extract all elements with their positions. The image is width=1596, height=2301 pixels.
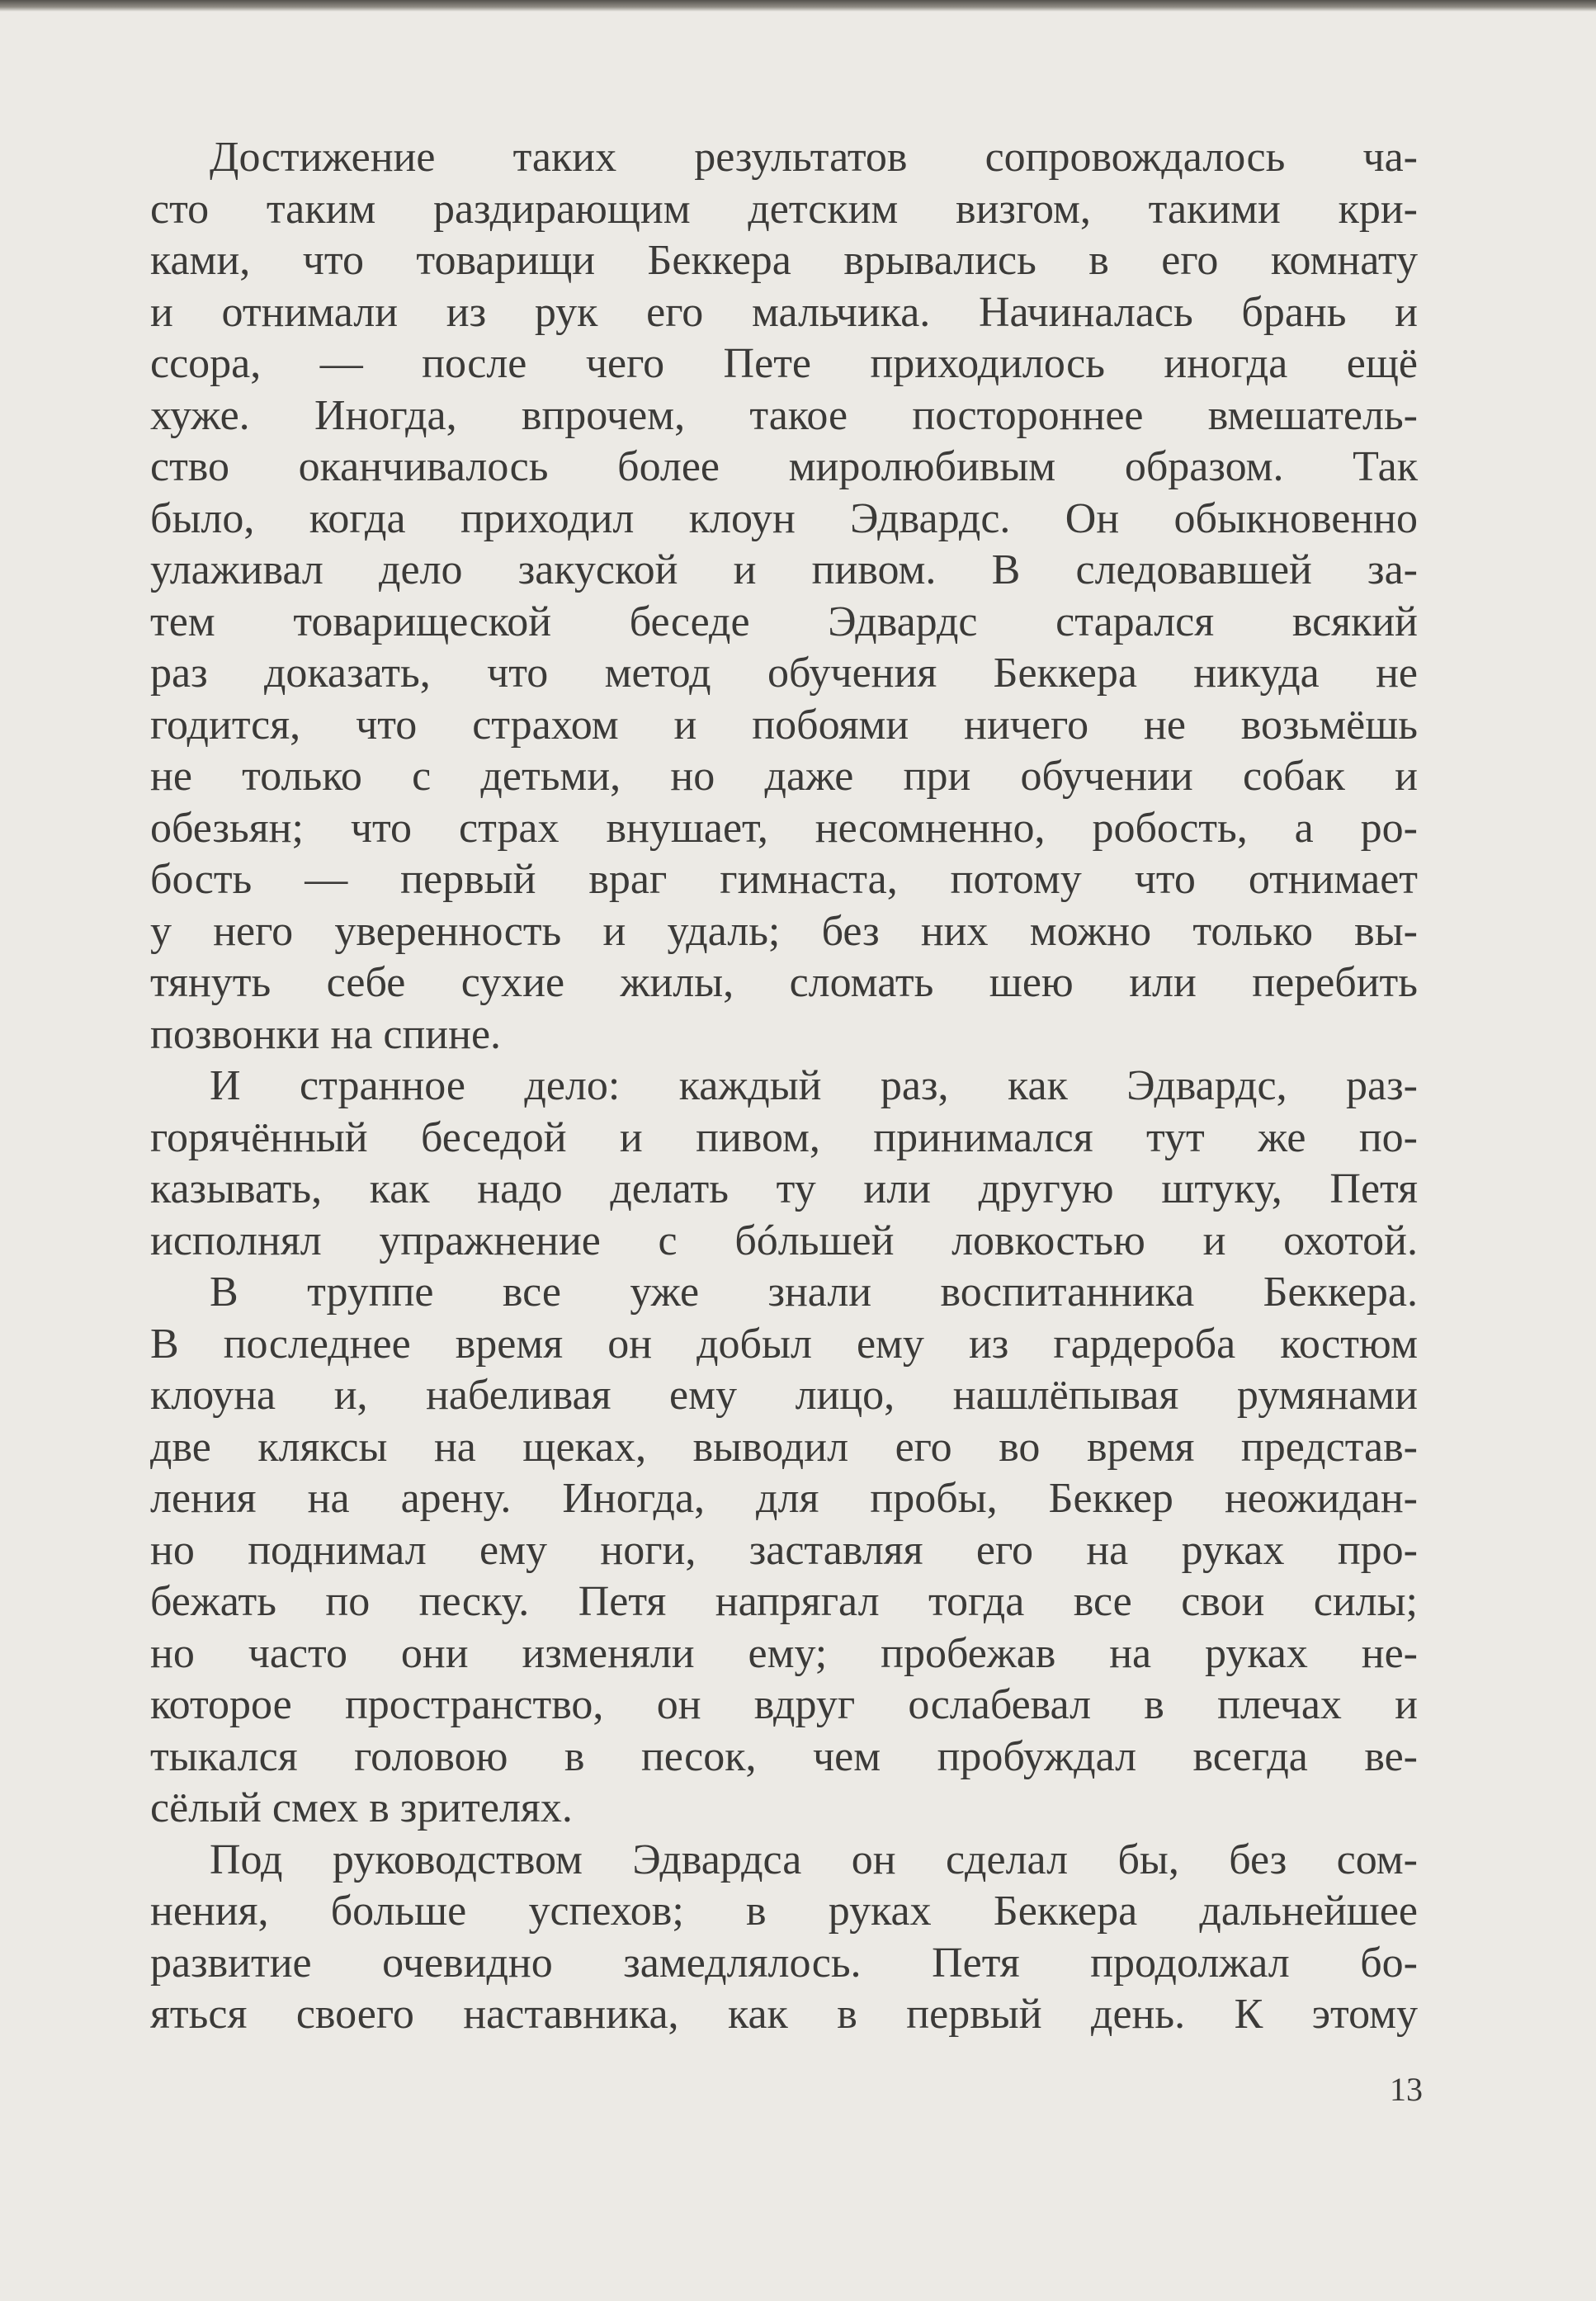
text-line: которое пространство, он вдруг ослабевал в плечах и xyxy=(150,1681,1418,1728)
text-line: бость — первый враг гимнаста, потому что отнимает xyxy=(150,856,1418,903)
text-line: улаживал дело закуской и пивом. В следовавшей за- xyxy=(150,546,1418,593)
text-line: ления на арену. Иногда, для пробы, Беккер неожидан- xyxy=(150,1475,1418,1522)
text-line: годится, что страхом и побоями ничего не возьмёшь xyxy=(150,701,1418,749)
text-line: ссора, — после чего Пете приходилось иногда ещё xyxy=(150,340,1418,387)
text-line: яться своего наставника, как в первый день. К этому xyxy=(150,1991,1418,2038)
body-text xyxy=(150,132,1418,2041)
text-line: развитие очевидно замедлялось. Петя продолжал бо- xyxy=(150,1939,1418,1987)
text-line: у него уверенность и удаль; без них можно только вы- xyxy=(150,907,1418,955)
text-line: было, когда приходил клоун Эдвардс. Он обыкновенно xyxy=(150,494,1418,542)
text-line: Достижение таких результатов сопровождалось ча- xyxy=(210,134,1418,181)
text-line: хуже. Иногда, впрочем, такое постороннее вмешатель- xyxy=(150,391,1418,439)
text-line: но поднимал ему ноги, заставляя его на руках про- xyxy=(150,1526,1418,1574)
text-line: позвонки на спине. xyxy=(150,1010,502,1058)
text-line: не только с детьми, но даже при обучении собак и xyxy=(150,753,1418,800)
text-line: Под руководством Эдвардса он сделал бы, без сом- xyxy=(210,1836,1418,1883)
text-line: исполнял упражнение с бóльшей ловкостью и охотой. xyxy=(150,1217,1418,1264)
text-line: и отнимали из рук его мальчика. Начиналась брань и xyxy=(150,288,1418,336)
page-number: 13 xyxy=(1390,2071,1423,2108)
text-line: И странное дело: каждый раз, как Эдвардс, раз- xyxy=(210,1062,1418,1109)
text-line: тянуть себе сухие жилы, сломать шею или перебить xyxy=(150,959,1418,1006)
text-line: тыкался головою в песок, чем пробуждал всегда ве- xyxy=(150,1732,1418,1780)
text-line: но часто они изменяли ему; пробежав на руках не- xyxy=(150,1629,1418,1677)
page-top-edge xyxy=(0,0,1596,12)
text-line: клоуна и, набеливая ему лицо, нашлёпывая румянами xyxy=(150,1372,1418,1419)
paragraph xyxy=(150,1267,1418,1835)
text-line: горячённый беседой и пивом, принимался тут же по- xyxy=(150,1113,1418,1161)
text-line: две кляксы на щеках, выводил его во время представ- xyxy=(150,1423,1418,1471)
paragraph xyxy=(150,1835,1418,2041)
text-line: сто таким раздирающим детским визгом, такими кри- xyxy=(150,185,1418,233)
text-line: раз доказать, что метод обучения Беккера никуда не xyxy=(150,650,1418,697)
text-line: бежать по песку. Петя напрягал тогда все свои силы; xyxy=(150,1578,1418,1625)
text-line: В труппе все уже знали воспитанника Беккера. xyxy=(210,1269,1418,1316)
paragraph xyxy=(150,132,1418,1061)
text-line: В последнее время он добыл ему из гардероба костюм xyxy=(150,1320,1418,1368)
text-line: казывать, как надо делать ту или другую штуку, Петя xyxy=(150,1165,1418,1212)
text-line: сёлый смех в зрителях. xyxy=(150,1784,573,1831)
text-line: ство оканчивалось более миролюбивым образом. Так xyxy=(150,443,1418,490)
text-line: нения, больше успехов; в руках Беккера дальнейшее xyxy=(150,1888,1418,1935)
paragraph xyxy=(150,1061,1418,1267)
text-line: ками, что товарищи Беккера врывались в его комнату xyxy=(150,237,1418,284)
text-line: обезьян; что страх внушает, несомненно, робость, а ро- xyxy=(150,804,1418,852)
text-line: тем товарищеской беседе Эдвардс старался всякий xyxy=(150,598,1418,645)
